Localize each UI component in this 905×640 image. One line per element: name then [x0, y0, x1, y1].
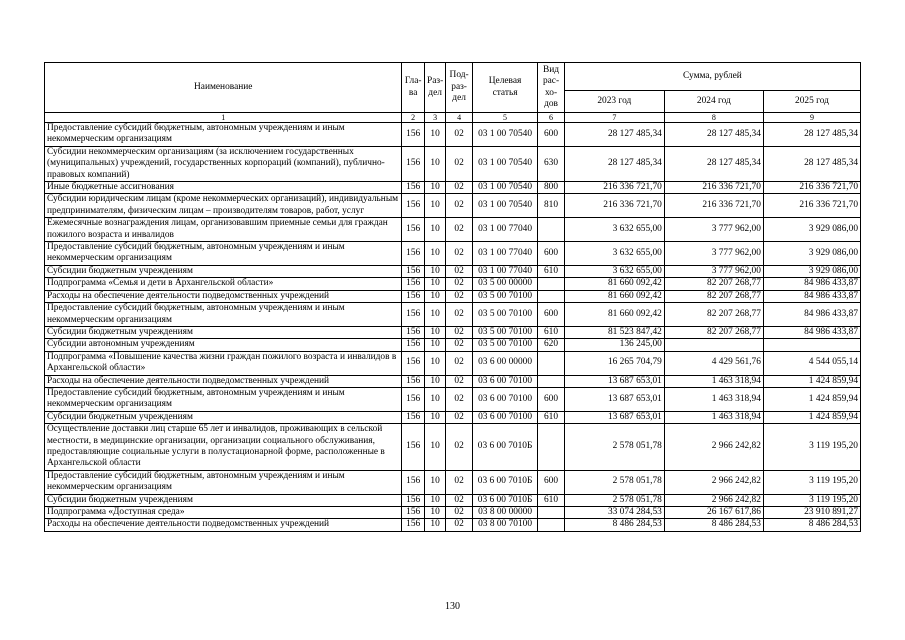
cell-podrazdel: 02 — [446, 326, 473, 338]
cell-podrazdel: 02 — [446, 519, 473, 531]
cell-target-article: 03 8 00 70100 — [472, 519, 537, 531]
cell-sum-2025: 3 929 086,00 — [763, 265, 860, 277]
row-name: Предоставление субсидий бюджетным, автономным учреждениям и иным некоммерческим организациям — [45, 242, 402, 266]
cell-sum-2024: 3 777 962,00 — [664, 218, 763, 242]
cell-podrazdel: 02 — [446, 146, 473, 181]
cell-sum-2025: 28 127 485,34 — [763, 146, 860, 181]
cell-sum-2025: 3 119 195,20 — [763, 424, 860, 471]
cell-target-article: 03 5 00 00000 — [472, 278, 537, 290]
cell-sum-2023: 3 632 655,00 — [564, 242, 664, 266]
cell-sum-2023: 3 632 655,00 — [564, 265, 664, 277]
cell-sum-2023: 13 687 653,01 — [564, 375, 664, 387]
cell-sum-2025: 1 424 859,94 — [763, 387, 860, 411]
cell-sum-2023: 81 660 092,42 — [564, 303, 664, 327]
cell-razdel: 10 — [424, 339, 445, 351]
cell-razdel: 10 — [424, 411, 445, 423]
cell-sum-2024: 3 777 962,00 — [664, 242, 763, 266]
cell-glava: 156 — [402, 218, 424, 242]
cell-glava: 156 — [402, 326, 424, 338]
cell-glava: 156 — [402, 303, 424, 327]
cell-sum-2023: 8 486 284,53 — [564, 519, 664, 531]
cell-razdel: 10 — [424, 290, 445, 302]
cell-target-article: 03 6 00 00000 — [472, 351, 537, 375]
cell-glava: 156 — [402, 507, 424, 519]
cell-sum-2023: 2 578 051,78 — [564, 424, 664, 471]
cell-razdel: 10 — [424, 182, 445, 194]
cell-target-article: 03 1 00 70540 — [472, 146, 537, 181]
row-name: Субсидии бюджетным учреждениям — [45, 265, 402, 277]
cell-razdel: 10 — [424, 218, 445, 242]
col-number: 2 — [402, 113, 424, 123]
table-row — [45, 519, 861, 531]
cell-sum-2024: 82 207 268,77 — [664, 278, 763, 290]
cell-podrazdel: 02 — [446, 507, 473, 519]
table-row — [45, 339, 861, 351]
cell-sum-2024: 26 167 617,86 — [664, 507, 763, 519]
cell-glava: 156 — [402, 351, 424, 375]
cell-podrazdel: 02 — [446, 470, 473, 494]
table-row — [45, 303, 861, 327]
cell-podrazdel: 02 — [446, 411, 473, 423]
cell-razdel: 10 — [424, 326, 445, 338]
row-name: Осуществление доставки лиц старше 65 лет и инвалидов, проживающих в сельской местности, в медицинские организации, организации социального обслуживания, предоставляющие социальные услуги в полустационарной форме, расположенные в Архангельской области — [45, 424, 402, 471]
cell-glava: 156 — [402, 387, 424, 411]
cell-sum-2024: 8 486 284,53 — [664, 519, 763, 531]
row-name: Расходы на обеспечение деятельности подведомственных учреждений — [45, 290, 402, 302]
cell-glava: 156 — [402, 182, 424, 194]
header-vid: Вид рас- хо- дов — [538, 63, 565, 113]
cell-expense-type: 630 — [538, 146, 565, 181]
cell-sum-2024: 3 777 962,00 — [664, 265, 763, 277]
header-podrazdel: Под- раз- дел — [446, 63, 473, 113]
cell-sum-2024 — [664, 339, 763, 351]
cell-glava: 156 — [402, 194, 424, 218]
cell-glava: 156 — [402, 242, 424, 266]
cell-target-article: 03 8 00 00000 — [472, 507, 537, 519]
cell-glava: 156 — [402, 290, 424, 302]
row-name: Субсидии некоммерческим организациям (за исключением государственных (муниципальных) учреждений, государственных корпораций (компаний), публично-правовых компаний) — [45, 146, 402, 181]
row-name: Расходы на обеспечение деятельности подведомственных учреждений — [45, 519, 402, 531]
row-name: Подпрограмма «Доступная среда» — [45, 507, 402, 519]
cell-sum-2025: 3 929 086,00 — [763, 218, 860, 242]
row-name: Подпрограмма «Семья и дети в Архангельской области» — [45, 278, 402, 290]
cell-target-article: 03 1 00 77040 — [472, 265, 537, 277]
cell-sum-2024: 216 336 721,70 — [664, 182, 763, 194]
cell-razdel: 10 — [424, 424, 445, 471]
cell-razdel: 10 — [424, 494, 445, 506]
cell-razdel: 10 — [424, 303, 445, 327]
row-name: Предоставление субсидий бюджетным, автономным учреждениям и иным некоммерческим организациям — [45, 303, 402, 327]
row-name: Подпрограмма «Повышение качества жизни граждан пожилого возраста и инвалидов в Архангельской области» — [45, 351, 402, 375]
table-row — [45, 387, 861, 411]
cell-sum-2024: 1 463 318,94 — [664, 375, 763, 387]
cell-expense-type: 610 — [538, 265, 565, 277]
cell-target-article: 03 1 00 77040 — [472, 242, 537, 266]
table-row — [45, 218, 861, 242]
cell-target-article: 03 5 00 70100 — [472, 326, 537, 338]
cell-sum-2025: 84 986 433,87 — [763, 278, 860, 290]
cell-sum-2023: 136 245,00 — [564, 339, 664, 351]
cell-sum-2023: 216 336 721,70 — [564, 182, 664, 194]
cell-glava: 156 — [402, 375, 424, 387]
table-row — [45, 424, 861, 471]
cell-sum-2025: 3 119 195,20 — [763, 470, 860, 494]
cell-razdel: 10 — [424, 507, 445, 519]
header-year-2023: 2023 год — [564, 91, 664, 113]
cell-sum-2024: 82 207 268,77 — [664, 303, 763, 327]
cell-target-article: 03 1 00 77040 — [472, 218, 537, 242]
table-body — [45, 123, 861, 532]
header-razdel: Раз- дел — [424, 63, 445, 113]
cell-razdel: 10 — [424, 470, 445, 494]
row-name: Предоставление субсидий бюджетным, автономным учреждениям и иным некоммерческим организациям — [45, 387, 402, 411]
cell-sum-2025: 84 986 433,87 — [763, 326, 860, 338]
cell-sum-2024: 82 207 268,77 — [664, 326, 763, 338]
table-row — [45, 470, 861, 494]
cell-sum-2025: 84 986 433,87 — [763, 303, 860, 327]
cell-sum-2025: 4 544 055,14 — [763, 351, 860, 375]
row-name: Иные бюджетные ассигнования — [45, 182, 402, 194]
cell-target-article: 03 6 00 70100 — [472, 375, 537, 387]
cell-razdel: 10 — [424, 278, 445, 290]
header-year-2025: 2025 год — [763, 91, 860, 113]
col-number: 8 — [664, 113, 763, 123]
header-glava: Гла- ва — [402, 63, 424, 113]
cell-glava: 156 — [402, 494, 424, 506]
cell-sum-2025: 3 119 195,20 — [763, 494, 860, 506]
table-row — [45, 411, 861, 423]
table-row — [45, 494, 861, 506]
cell-razdel: 10 — [424, 123, 445, 147]
row-name: Субсидии бюджетным учреждениям — [45, 326, 402, 338]
cell-glava: 156 — [402, 519, 424, 531]
cell-expense-type: 610 — [538, 326, 565, 338]
cell-sum-2023: 81 660 092,42 — [564, 278, 664, 290]
column-number-row — [45, 113, 861, 123]
cell-podrazdel: 02 — [446, 278, 473, 290]
cell-expense-type — [538, 424, 565, 471]
cell-sum-2023: 13 687 653,01 — [564, 387, 664, 411]
cell-sum-2024: 2 966 242,82 — [664, 494, 763, 506]
cell-sum-2023: 28 127 485,34 — [564, 146, 664, 181]
cell-glava: 156 — [402, 123, 424, 147]
cell-expense-type — [538, 290, 565, 302]
cell-glava: 156 — [402, 411, 424, 423]
cell-target-article: 03 6 00 70100 — [472, 387, 537, 411]
cell-glava: 156 — [402, 146, 424, 181]
cell-glava: 156 — [402, 278, 424, 290]
cell-expense-type — [538, 519, 565, 531]
cell-expense-type: 610 — [538, 494, 565, 506]
cell-sum-2025: 216 336 721,70 — [763, 194, 860, 218]
cell-razdel: 10 — [424, 519, 445, 531]
header-name: Наименование — [45, 63, 402, 113]
cell-sum-2023: 13 687 653,01 — [564, 411, 664, 423]
header-sum: Сумма, рублей — [564, 63, 860, 91]
cell-sum-2024: 216 336 721,70 — [664, 194, 763, 218]
cell-sum-2024: 28 127 485,34 — [664, 123, 763, 147]
cell-target-article: 03 5 00 70100 — [472, 339, 537, 351]
table-row — [45, 290, 861, 302]
table-row — [45, 146, 861, 181]
cell-expense-type — [538, 278, 565, 290]
cell-target-article: 03 1 00 70540 — [472, 182, 537, 194]
cell-expense-type — [538, 507, 565, 519]
cell-sum-2023: 81 523 847,42 — [564, 326, 664, 338]
cell-razdel: 10 — [424, 265, 445, 277]
cell-glava: 156 — [402, 265, 424, 277]
cell-expense-type: 600 — [538, 387, 565, 411]
row-name: Предоставление субсидий бюджетным, автономным учреждениям и иным некоммерческим организациям — [45, 470, 402, 494]
col-number: 4 — [446, 113, 473, 123]
table-row — [45, 242, 861, 266]
table-row — [45, 265, 861, 277]
cell-podrazdel: 02 — [446, 218, 473, 242]
cell-podrazdel: 02 — [446, 387, 473, 411]
cell-sum-2024: 1 463 318,94 — [664, 411, 763, 423]
col-number: 7 — [564, 113, 664, 123]
header-year-2024: 2024 год — [664, 91, 763, 113]
cell-sum-2023: 2 578 051,78 — [564, 470, 664, 494]
cell-target-article: 03 6 00 7010Б — [472, 424, 537, 471]
cell-sum-2023: 16 265 704,79 — [564, 351, 664, 375]
cell-podrazdel: 02 — [446, 123, 473, 147]
cell-razdel: 10 — [424, 146, 445, 181]
cell-glava: 156 — [402, 424, 424, 471]
cell-sum-2023: 33 074 284,53 — [564, 507, 664, 519]
col-number: 6 — [538, 113, 565, 123]
cell-sum-2024: 1 463 318,94 — [664, 387, 763, 411]
cell-sum-2023: 81 660 092,42 — [564, 290, 664, 302]
table-row — [45, 351, 861, 375]
cell-podrazdel: 02 — [446, 351, 473, 375]
table-row — [45, 182, 861, 194]
cell-expense-type: 600 — [538, 123, 565, 147]
col-number: 1 — [45, 113, 402, 123]
cell-podrazdel: 02 — [446, 265, 473, 277]
cell-podrazdel: 02 — [446, 339, 473, 351]
col-number: 9 — [763, 113, 860, 123]
cell-sum-2023: 3 632 655,00 — [564, 218, 664, 242]
header-target: Целевая статья — [472, 63, 537, 113]
cell-expense-type: 800 — [538, 182, 565, 194]
cell-target-article: 03 1 00 70540 — [472, 194, 537, 218]
cell-expense-type — [538, 351, 565, 375]
cell-podrazdel: 02 — [446, 424, 473, 471]
cell-expense-type — [538, 218, 565, 242]
row-name: Расходы на обеспечение деятельности подведомственных учреждений — [45, 375, 402, 387]
page-number: 130 — [445, 601, 460, 612]
budget-table — [44, 62, 861, 532]
cell-sum-2025: 1 424 859,94 — [763, 375, 860, 387]
row-name: Субсидии бюджетным учреждениям — [45, 494, 402, 506]
cell-glava: 156 — [402, 339, 424, 351]
col-number: 3 — [424, 113, 445, 123]
table-row — [45, 194, 861, 218]
cell-sum-2025: 8 486 284,53 — [763, 519, 860, 531]
cell-sum-2024: 2 966 242,82 — [664, 470, 763, 494]
cell-sum-2023: 216 336 721,70 — [564, 194, 664, 218]
cell-sum-2024: 28 127 485,34 — [664, 146, 763, 181]
cell-target-article: 03 6 00 70100 — [472, 411, 537, 423]
cell-target-article: 03 5 00 70100 — [472, 290, 537, 302]
cell-sum-2023: 28 127 485,34 — [564, 123, 664, 147]
cell-podrazdel: 02 — [446, 194, 473, 218]
cell-target-article: 03 6 00 7010Б — [472, 494, 537, 506]
table-row — [45, 507, 861, 519]
cell-sum-2025: 84 986 433,87 — [763, 290, 860, 302]
cell-podrazdel: 02 — [446, 290, 473, 302]
cell-razdel: 10 — [424, 351, 445, 375]
cell-target-article: 03 1 00 70540 — [472, 123, 537, 147]
cell-podrazdel: 02 — [446, 303, 473, 327]
table-row — [45, 123, 861, 147]
row-name: Субсидии бюджетным учреждениям — [45, 411, 402, 423]
table-row — [45, 375, 861, 387]
cell-podrazdel: 02 — [446, 375, 473, 387]
cell-expense-type: 600 — [538, 303, 565, 327]
cell-podrazdel: 02 — [446, 242, 473, 266]
cell-sum-2024: 82 207 268,77 — [664, 290, 763, 302]
cell-expense-type: 810 — [538, 194, 565, 218]
cell-expense-type: 600 — [538, 242, 565, 266]
table-row — [45, 326, 861, 338]
cell-target-article: 03 6 00 7010Б — [472, 470, 537, 494]
cell-razdel: 10 — [424, 387, 445, 411]
row-name: Субсидии юридическим лицам (кроме некоммерческих организаций), индивидуальным предпринимателям, физическим лицам – производителям товаров, работ, услуг — [45, 194, 402, 218]
cell-podrazdel: 02 — [446, 182, 473, 194]
cell-sum-2025: 23 910 891,27 — [763, 507, 860, 519]
row-name: Ежемесячные вознаграждения лицам, организовавшим приемные семьи для граждан пожилого возраста и инвалидов — [45, 218, 402, 242]
cell-expense-type: 620 — [538, 339, 565, 351]
cell-sum-2025: 1 424 859,94 — [763, 411, 860, 423]
cell-razdel: 10 — [424, 375, 445, 387]
cell-sum-2024: 2 966 242,82 — [664, 424, 763, 471]
row-name: Субсидии автономным учреждениям — [45, 339, 402, 351]
row-name: Предоставление субсидий бюджетным, автономным учреждениям и иным некоммерческим организациям — [45, 123, 402, 147]
cell-sum-2023: 2 578 051,78 — [564, 494, 664, 506]
cell-podrazdel: 02 — [446, 494, 473, 506]
col-number: 5 — [472, 113, 537, 123]
cell-razdel: 10 — [424, 242, 445, 266]
cell-expense-type — [538, 375, 565, 387]
cell-sum-2025 — [763, 339, 860, 351]
cell-expense-type: 600 — [538, 470, 565, 494]
cell-razdel: 10 — [424, 194, 445, 218]
cell-target-article: 03 5 00 70100 — [472, 303, 537, 327]
cell-sum-2025: 28 127 485,34 — [763, 123, 860, 147]
table-row — [45, 278, 861, 290]
cell-expense-type: 610 — [538, 411, 565, 423]
cell-glava: 156 — [402, 470, 424, 494]
cell-sum-2024: 4 429 561,76 — [664, 351, 763, 375]
cell-sum-2025: 216 336 721,70 — [763, 182, 860, 194]
cell-sum-2025: 3 929 086,00 — [763, 242, 860, 266]
